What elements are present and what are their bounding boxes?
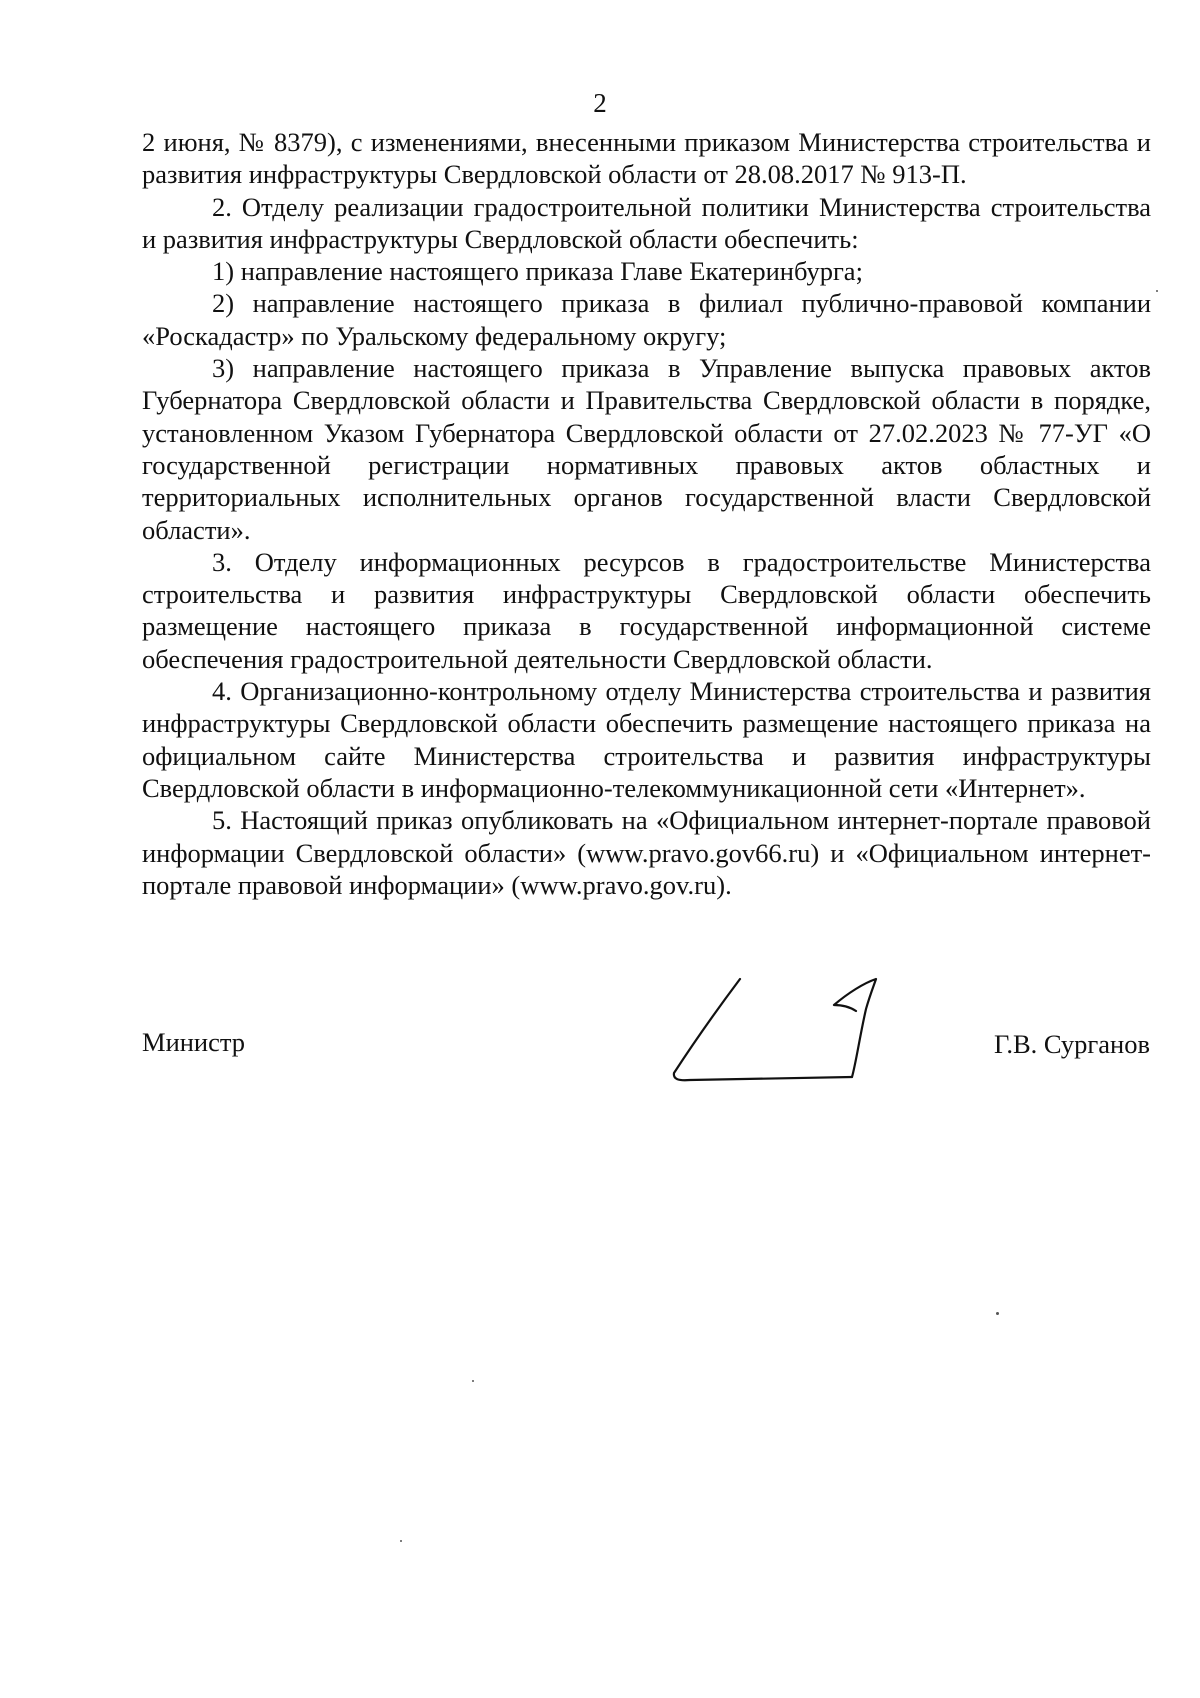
signer-name: Г.В. Сурганов	[994, 1029, 1150, 1059]
paragraph-subitem-2: 2) направление настоящего приказа в филиал публично-правовой компании «Роскадастр» по Уральскому федеральному округу;	[142, 288, 1151, 351]
document-body	[142, 126, 1151, 901]
scan-speck	[472, 1380, 474, 1382]
page-number: 2	[593, 88, 607, 118]
paragraph-item-4: 4. Организационно-контрольному отделу Министерства строительства и развития инфраструктуры Свердловской области обеспечить размещение настоящего приказа на официальном сайте Министерства строительства и развития инфраструктуры Свердловской области в информационно-телекоммуникационной сети «Интернет».	[142, 676, 1151, 803]
paragraph-continuation: 2 июня, № 8379), с изменениями, внесенными приказом Министерства строительства и развития инфраструктуры Свердловской области от 28.08.2017 № 913-П.	[142, 127, 1151, 190]
scan-speck	[400, 1540, 402, 1542]
signer-position: Министр	[142, 1027, 246, 1057]
paragraph-item-2: 2. Отделу реализации градостроительной политики Министерства строительства и развития инфраструктуры Свердловской области обеспечить:	[142, 191, 1151, 254]
paragraph-item-3: 3. Отделу информационных ресурсов в градостроительстве Министерства строительства и развития инфраструктуры Свердловской области обеспечить размещение настоящего приказа в государственной информационной системе обеспечения градостроительной деятельности Свердловской области.	[142, 546, 1151, 674]
scan-speck	[1156, 290, 1158, 292]
paragraph-subitem-3: 3) направление настоящего приказа в Управление выпуска правовых актов Губернатора Свердловской области и Правительства Свердловской области в порядке, установленном Указом Губернатора Свердловской области от 27.02.2023 № 77-УГ «О государственной регистрации нормативных правовых актов областных и территориальных исполнительных органов государственной власти Свердловской области».	[142, 353, 1151, 545]
paragraph-subitem-1: 1) направление настоящего приказа Главе Екатеринбурга;	[212, 256, 863, 287]
paragraph-item-5: 5. Настоящий приказ опубликовать на «Официальном интернет-портале правовой информации Свердловской области» (www.pravo.gov66.ru) и «Официальном интернет-портале правовой информации» (www.pravo.gov.ru).	[142, 805, 1151, 900]
handwritten-signature	[670, 975, 910, 1085]
scan-speck	[996, 1312, 999, 1315]
